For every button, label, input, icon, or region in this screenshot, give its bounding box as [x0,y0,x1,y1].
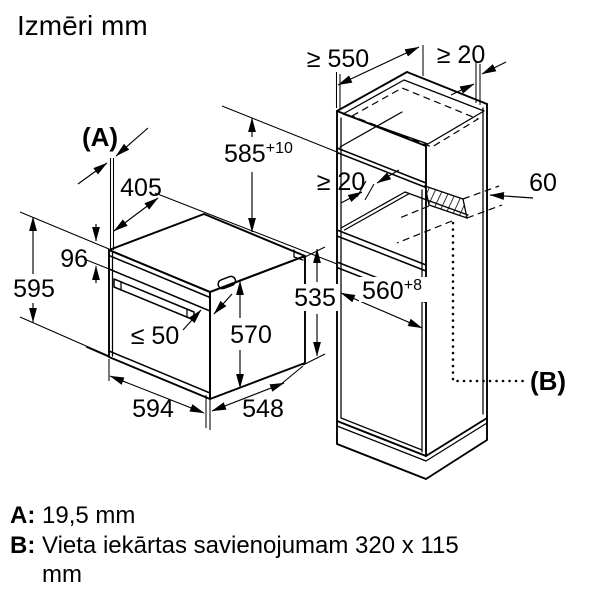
cabinet-bottom-front-edge [337,421,426,456]
dim-594-ext-corner [86,347,109,357]
dim-585-value: 585 [224,140,266,168]
ref-b-dotted-line [453,223,524,381]
oven-door-bottom-line [109,351,210,393]
dim-405-line [114,198,158,231]
ref-a-arrow-upper [116,128,148,156]
dim-550-label: ≥ 550 [306,45,370,73]
dim-ref-b [453,223,566,396]
dim-585-tolerance: +10 [265,140,293,157]
dim-570 [225,281,278,388]
dim-50 [131,294,232,350]
shelf-front-edge [337,230,426,265]
dim-585-ext-bottom [155,193,337,264]
legend-b-value: Vieta iekārtas savienojumam 320 x 115 [42,532,459,559]
dim-60-label: 60 [529,169,557,197]
cabinet-base-line-right [426,423,487,461]
dim-535-ext-bottom [303,354,325,365]
dim-405-label: 405 [120,174,162,202]
page-title: Izmēri mm [17,10,148,41]
cabinet-top-dashed-opening [352,88,478,147]
dim-535-label: 535 [294,284,336,312]
shelf-receding-line-2 [345,194,409,230]
cabinet-base-line-front [337,426,426,461]
cabinet-floor-inner-line [341,418,422,450]
ref-a-arrow-lower [78,163,107,184]
vent-dash-4 [397,221,452,243]
legend-b-key: B: [10,532,36,559]
dim-548 [212,366,303,423]
dim-548-label: 548 [242,395,284,423]
dim-20-rear-tick-2 [365,184,374,200]
oven-drawing [109,214,305,399]
cabinet-drawing [337,72,487,479]
dim-594-label: 594 [132,395,174,423]
dim-595 [13,212,109,356]
dim-595-label: 595 [13,275,55,303]
legend-a-key: A: [10,502,36,529]
legend-a-value: 19,5 mm [42,502,136,529]
dim-50-arrow-2 [214,294,232,314]
dim-595-ext-bottom [20,317,109,356]
dim-50-label: ≤ 50 [130,322,180,350]
ref-a-label: (A) [81,122,119,152]
dim-96 [60,224,109,283]
dim-20-top-label: ≥ 20 [436,41,486,69]
dim-570-label: 570 [230,321,272,349]
vent-dash-3 [397,206,429,219]
cabinet-bottom-right-edge [426,418,487,456]
dim-550 [307,45,423,110]
shelf-front-edge-inner [337,236,426,271]
dim-20-top-arrow-right [482,62,506,74]
dim-405 [114,174,162,231]
dim-535 [289,247,340,365]
dim-60-arrow [490,195,533,198]
dim-20-top [437,41,506,105]
dim-60 [490,169,557,198]
dim-20-rear [317,168,399,203]
cabinet-base [337,417,487,479]
dim-560-value: 560 [362,277,404,305]
dim-50-arrow-1 [183,310,201,330]
ref-b-label: (B) [530,366,567,396]
dim-560-tolerance: +8 [403,277,422,294]
dim-20-rear-label: ≥ 20 [316,168,366,196]
dim-96-label: 96 [60,245,88,273]
legend-b-value-wrap: mm [42,561,82,588]
legend [10,502,459,588]
vent-dash-1 [463,186,499,199]
vent-dash-2 [467,205,502,218]
oven-top-face [109,214,305,292]
crown-receding-line [340,112,402,147]
cabinet-top-rear-edge [407,72,487,104]
oven-control-panel-line [109,269,210,311]
dim-594 [86,347,210,430]
vent-hatched-area [425,186,467,218]
dim-585 [155,106,337,264]
